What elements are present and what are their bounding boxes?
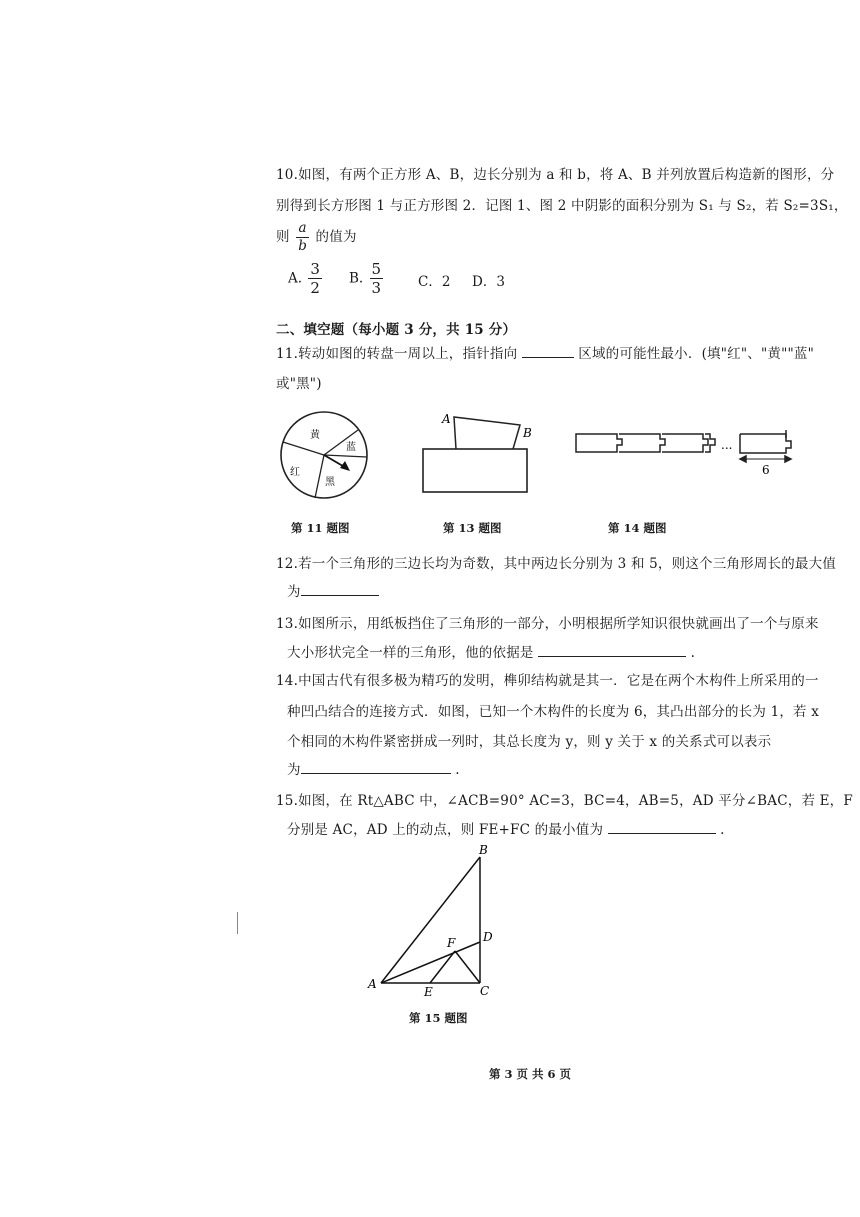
q12-line1: 12.若一个三角形的三边长均为奇数，其中两边长分别为 3 和 5，则这个三角形周长的最大值 <box>276 556 837 572</box>
wheel-divider-4 <box>324 455 367 457</box>
segment-fc <box>455 951 480 983</box>
spinner-wheel <box>281 412 367 498</box>
q11-line1-b: 区域的可能性最小．(填"红"、"黄""蓝" <box>578 346 815 362</box>
q15-line2 <box>287 818 725 838</box>
wheel-label-blue: 蓝 <box>346 442 356 453</box>
length-arrow-left <box>740 456 746 462</box>
fig14-ellipsis: ... <box>721 438 733 452</box>
q12-line2-text: 为 <box>287 584 301 600</box>
q15-line1: 15.如图，在 Rt△ABC 中，∠ACB=90° AC=3，BC=4，AB=5，AD 平分∠BAC，若 E，F <box>276 793 853 809</box>
q10-line3-prefix: 则 <box>276 229 290 245</box>
fig15-label-b: B <box>479 843 488 857</box>
q11-line2: 或"黑") <box>276 376 322 392</box>
q15-line2-text: 分别是 AC，AD 上的动点，则 FE+FC 的最小值为 <box>287 822 604 838</box>
q11-blank <box>522 345 574 358</box>
q13-blank <box>538 644 686 657</box>
fig15-label-a: A <box>368 977 377 991</box>
wheel-divider-1 <box>315 455 324 498</box>
tenon-piece-2 <box>619 434 665 452</box>
option-b-num: 5 <box>371 260 382 278</box>
q10-option-d: D．3 <box>472 274 505 290</box>
q14-line4-end: . <box>455 762 460 778</box>
q11-line1 <box>276 342 814 362</box>
q10-option-a <box>288 262 324 296</box>
q15-line2-end: . <box>720 822 725 838</box>
section-2-header <box>276 318 516 338</box>
caption-fig15: 第 15 题图 <box>409 1011 468 1025</box>
q15-blank <box>608 821 716 834</box>
fig15-label-e: E <box>424 985 433 999</box>
q10-line1: 10.如图，有两个正方形 A、B，边长分别为 a 和 b，将 A、B 并列放置后构造新的图形，分 <box>276 167 835 183</box>
section-2-title: 二、填空题 <box>276 322 345 338</box>
q13-line1: 13.如图所示，用纸板挡住了三角形的一部分，小明根据所学知识很快就画出了一个与原来 <box>276 616 819 632</box>
q14-line3: 个相同的木构件紧密拼成一列时，其总长度为 y，则 y 关于 x 的关系式可以表示 <box>287 734 772 750</box>
option-a-den: 2 <box>310 279 320 297</box>
tenon-piece-3 <box>662 434 708 452</box>
q10-option-c: C．2 <box>418 274 451 290</box>
fig15-label-c: C <box>480 984 490 998</box>
q10-fraction <box>296 222 309 253</box>
fig13-label-a: A <box>442 412 451 426</box>
page-footer: 第 3 页 共 6 页 <box>489 1067 572 1081</box>
segment-fe <box>430 951 455 983</box>
q13-line2-end: . <box>690 645 696 661</box>
q10-line3-suffix: 的值为 <box>315 229 357 245</box>
wheel-label-black: 黑 <box>325 477 335 488</box>
q14-line4 <box>287 758 460 778</box>
bisector-ad <box>381 942 480 983</box>
q13-line2-text: 大小形状完全一样的三角形，他的依据是 <box>287 645 534 661</box>
fig14-length-label: 6 <box>762 463 770 477</box>
q14-line4-text: 为 <box>287 762 301 778</box>
q10-frac-num: a <box>296 222 309 238</box>
q13-line2 <box>287 641 695 661</box>
wheel-divider-2 <box>283 442 324 455</box>
q12-line2 <box>287 580 379 600</box>
wheel-label-red: 红 <box>290 467 300 478</box>
q12-blank <box>301 583 379 596</box>
q14-blank <box>301 761 451 774</box>
option-b-den: 3 <box>371 279 382 297</box>
q10-frac-den: b <box>298 237 308 254</box>
fig13-triangle-visible <box>454 417 520 449</box>
fig13-diagram <box>423 412 532 492</box>
fig15-label-f: F <box>447 936 456 950</box>
q11-line1-a: 11.转动如图的转盘一周以上，指针指向 <box>276 346 518 362</box>
fig14-diagram <box>576 430 791 462</box>
fig15-diagram <box>360 840 510 1000</box>
wheel-label-yellow: 黄 <box>310 430 320 441</box>
caption-fig11: 第 11 题图 <box>291 521 350 535</box>
tenon-piece-1 <box>576 434 622 452</box>
option-b-fraction <box>370 262 384 296</box>
q14-line2: 种凹凸结合的连接方式．如图，已知一个木构件的长度为 6，其凸出部分的长为 1，若 x <box>287 704 820 720</box>
scan-mark <box>237 912 238 934</box>
fig15-label-d: D <box>483 930 493 944</box>
option-a-fraction <box>308 262 322 296</box>
section-2-note: （每小题 3 分，共 15 分） <box>344 322 517 338</box>
caption-fig14: 第 14 题图 <box>608 521 667 535</box>
length-arrow-right <box>785 456 791 462</box>
option-a-label: A. <box>288 270 303 287</box>
fig13-label-b: B <box>523 426 532 440</box>
option-a-num: 3 <box>310 260 320 278</box>
q10-option-b <box>349 262 385 296</box>
fig13-board <box>423 449 527 492</box>
pointer-arrowhead <box>340 461 350 471</box>
figures-row <box>270 405 830 505</box>
q10-line3 <box>276 222 357 253</box>
q10-line2: 别得到长方形图 1 与正方形图 2．记图 1、图 2 中阴影的面积分别为 S₁ 与 S₂，若 S₂=3S₁， <box>276 198 848 214</box>
option-b-label: B. <box>349 270 364 287</box>
caption-fig13: 第 13 题图 <box>443 521 502 535</box>
q14-line1: 14.中国古代有很多极为精巧的发明，榫卯结构就是其一．它是在两个木构件上所采用的一 <box>276 673 819 689</box>
tenon-piece-4 <box>705 434 715 452</box>
tenon-piece-last <box>740 434 791 453</box>
